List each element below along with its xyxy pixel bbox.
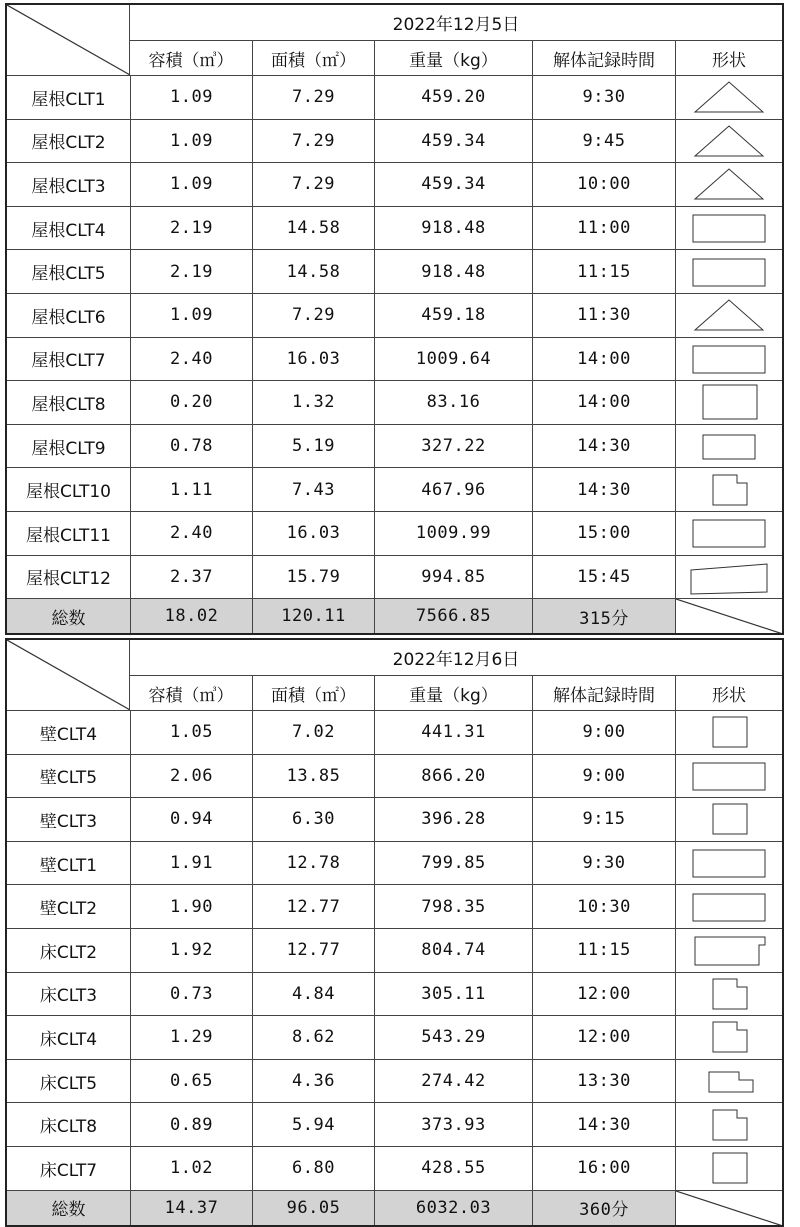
column-header-volume: 容積（㎥）	[148, 685, 234, 706]
wide-rectangle-icon	[675, 207, 782, 250]
panel-name: 屋根CLT2	[31, 133, 106, 154]
area-value: 7.29	[252, 76, 374, 119]
total-label: 総数	[51, 1200, 86, 1221]
total-area: 96.05	[252, 1191, 374, 1225]
disassembly-table-dec5	[5, 3, 784, 635]
total-shape-diagonal	[675, 1191, 782, 1225]
volume-value: 2.19	[130, 250, 252, 293]
volume-value: 2.40	[130, 338, 252, 381]
panel-name: 屋根CLT7	[31, 351, 106, 372]
panel-name: 壁CLT4	[39, 724, 98, 745]
weight-value: 866.20	[374, 755, 532, 798]
panel-name: 屋根CLT10	[25, 482, 112, 503]
table-row	[7, 928, 782, 972]
square-icon	[675, 1147, 782, 1190]
notched-square-icon	[675, 1103, 782, 1146]
panel-name: 屋根CLT11	[25, 525, 112, 546]
weight-value: 459.18	[374, 294, 532, 337]
time-value: 11:30	[532, 294, 675, 337]
time-value: 16:00	[532, 1147, 675, 1190]
area-value: 7.02	[252, 711, 374, 754]
time-value: 11:00	[532, 207, 675, 250]
area-value: 12.78	[252, 842, 374, 885]
time-value: 14:30	[532, 1103, 675, 1146]
weight-value: 918.48	[374, 250, 532, 293]
total-row	[7, 598, 782, 633]
wide-rectangle-icon	[675, 885, 782, 928]
area-value: 5.19	[252, 425, 374, 468]
weight-value: 467.96	[374, 468, 532, 511]
volume-value: 1.90	[130, 885, 252, 928]
area-value: 6.30	[252, 798, 374, 841]
disassembly-table-dec6	[5, 638, 784, 1227]
weight-value: 459.34	[374, 163, 532, 206]
area-value: 7.29	[252, 294, 374, 337]
table-row	[7, 162, 782, 206]
table-row	[7, 424, 782, 468]
panel-name: 床CLT3	[39, 986, 98, 1007]
panel-name: 屋根CLT1	[31, 89, 106, 110]
time-value: 9:30	[532, 76, 675, 119]
volume-value: 2.19	[130, 207, 252, 250]
small-rectangle-icon	[675, 425, 782, 468]
wide-rectangle-icon	[675, 842, 782, 885]
column-header-area: 面積（㎡）	[252, 676, 374, 710]
volume-value: 1.91	[130, 842, 252, 885]
volume-value: 2.40	[130, 512, 252, 555]
notched-wide-rectangle-icon	[675, 929, 782, 972]
time-value: 14:30	[532, 425, 675, 468]
time-value: 15:00	[532, 512, 675, 555]
panel-name: 屋根CLT5	[31, 264, 106, 285]
area-value: 7.43	[252, 468, 374, 511]
weight-value: 799.85	[374, 842, 532, 885]
column-header-shape: 形状	[675, 676, 782, 710]
column-header-area: 面積（㎡）	[252, 41, 374, 75]
time-value: 12:00	[532, 973, 675, 1016]
notched-strip-icon	[675, 1060, 782, 1103]
weight-value: 428.55	[374, 1147, 532, 1190]
square-icon	[675, 798, 782, 841]
table-row	[7, 710, 782, 754]
area-value: 14.58	[252, 207, 374, 250]
header-corner-diagonal	[7, 640, 130, 710]
total-shape-diagonal	[675, 599, 782, 633]
volume-value: 2.06	[130, 755, 252, 798]
area-value: 7.29	[252, 163, 374, 206]
volume-value: 1.11	[130, 468, 252, 511]
weight-value: 798.35	[374, 885, 532, 928]
table-row	[7, 972, 782, 1016]
volume-value: 1.05	[130, 711, 252, 754]
wide-rectangle-icon	[675, 338, 782, 381]
column-header-time: 解体記録時間	[532, 676, 675, 710]
table-row	[7, 337, 782, 381]
panel-name: 屋根CLT9	[31, 438, 106, 459]
wide-rectangle-icon	[675, 755, 782, 798]
volume-value: 0.73	[130, 973, 252, 1016]
weight-value: 459.20	[374, 76, 532, 119]
table-date: 2022年12月5日	[392, 15, 520, 35]
volume-value: 1.02	[130, 1147, 252, 1190]
table-row	[7, 467, 782, 511]
weight-value: 83.16	[374, 381, 532, 424]
time-value: 9:30	[532, 842, 675, 885]
panel-name: 床CLT7	[39, 1160, 98, 1181]
time-value: 12:00	[532, 1016, 675, 1059]
volume-value: 2.37	[130, 556, 252, 599]
weight-value: 305.11	[374, 973, 532, 1016]
area-value: 12.77	[252, 885, 374, 928]
table-row	[7, 1059, 782, 1103]
triangle-icon	[675, 76, 782, 119]
volume-value: 0.94	[130, 798, 252, 841]
table-row	[7, 1146, 782, 1190]
time-value: 9:15	[532, 798, 675, 841]
area-value: 7.29	[252, 120, 374, 163]
total-volume: 18.02	[130, 599, 252, 633]
square-icon	[675, 711, 782, 754]
column-header-time: 解体記録時間	[532, 41, 675, 75]
volume-value: 1.92	[130, 929, 252, 972]
panel-name: 床CLT2	[39, 942, 98, 963]
weight-value: 459.34	[374, 120, 532, 163]
panel-name: 屋根CLT3	[31, 176, 106, 197]
volume-value: 1.09	[130, 294, 252, 337]
panel-name: 壁CLT1	[39, 855, 98, 876]
table-row	[7, 555, 782, 599]
table-row	[7, 511, 782, 555]
total-volume: 14.37	[130, 1191, 252, 1225]
weight-value: 543.29	[374, 1016, 532, 1059]
table-row	[7, 1015, 782, 1059]
area-value: 12.77	[252, 929, 374, 972]
triangle-icon	[675, 294, 782, 337]
area-value: 15.79	[252, 556, 374, 599]
volume-value: 0.89	[130, 1103, 252, 1146]
column-header-shape: 形状	[675, 41, 782, 75]
total-row	[7, 1190, 782, 1225]
area-value: 1.32	[252, 381, 374, 424]
table-row	[7, 1102, 782, 1146]
weight-value: 441.31	[374, 711, 532, 754]
rectangle-icon	[675, 381, 782, 424]
time-value: 9:00	[532, 711, 675, 754]
header-corner-diagonal	[7, 5, 130, 75]
table-row	[7, 293, 782, 337]
panel-name: 床CLT8	[39, 1117, 98, 1138]
time-value: 9:00	[532, 755, 675, 798]
notched-square-icon	[675, 973, 782, 1016]
table-row	[7, 75, 782, 119]
table-row	[7, 206, 782, 250]
triangle-icon	[675, 163, 782, 206]
panel-name: 壁CLT2	[39, 899, 98, 920]
area-value: 13.85	[252, 755, 374, 798]
time-value: 14:00	[532, 338, 675, 381]
notched-square-icon	[675, 1016, 782, 1059]
skewed-rectangle-icon	[675, 556, 782, 599]
triangle-icon	[675, 120, 782, 163]
volume-value: 1.29	[130, 1016, 252, 1059]
volume-value: 0.20	[130, 381, 252, 424]
table-date: 2022年12月6日	[392, 650, 520, 670]
table-row	[7, 754, 782, 798]
total-area: 120.11	[252, 599, 374, 633]
weight-value: 327.22	[374, 425, 532, 468]
total-weight: 7566.85	[374, 599, 532, 633]
table-row	[7, 884, 782, 928]
panel-name: 屋根CLT8	[31, 394, 106, 415]
total-weight: 6032.03	[374, 1191, 532, 1225]
panel-name: 屋根CLT6	[31, 307, 106, 328]
panel-name: 床CLT4	[39, 1029, 98, 1050]
weight-value: 274.42	[374, 1060, 532, 1103]
area-value: 5.94	[252, 1103, 374, 1146]
area-value: 8.62	[252, 1016, 374, 1059]
wide-rectangle-icon	[675, 250, 782, 293]
area-value: 16.03	[252, 338, 374, 381]
weight-value: 396.28	[374, 798, 532, 841]
table-row	[7, 249, 782, 293]
area-value: 6.80	[252, 1147, 374, 1190]
time-value: 9:45	[532, 120, 675, 163]
time-value: 15:45	[532, 556, 675, 599]
volume-value: 1.09	[130, 163, 252, 206]
volume-value: 0.78	[130, 425, 252, 468]
weight-value: 373.93	[374, 1103, 532, 1146]
column-header-weight: 重量（kg）	[374, 676, 532, 710]
volume-value: 1.09	[130, 76, 252, 119]
wide-rectangle-icon	[675, 512, 782, 555]
total-label: 総数	[51, 608, 86, 629]
column-header-weight: 重量（kg）	[374, 41, 532, 75]
area-value: 16.03	[252, 512, 374, 555]
panel-name: 壁CLT3	[39, 811, 98, 832]
weight-value: 918.48	[374, 207, 532, 250]
panel-name: 屋根CLT4	[31, 220, 106, 241]
time-value: 13:30	[532, 1060, 675, 1103]
volume-value: 1.09	[130, 120, 252, 163]
area-value: 4.36	[252, 1060, 374, 1103]
weight-value: 994.85	[374, 556, 532, 599]
panel-name: 壁CLT5	[39, 768, 98, 789]
weight-value: 1009.99	[374, 512, 532, 555]
panel-name: 床CLT5	[39, 1073, 98, 1094]
time-value: 10:00	[532, 163, 675, 206]
volume-value: 0.65	[130, 1060, 252, 1103]
total-time: 360分	[532, 1191, 675, 1225]
column-header-volume: 容積（㎥）	[148, 50, 234, 71]
time-value: 11:15	[532, 250, 675, 293]
table-row	[7, 841, 782, 885]
table-row	[7, 380, 782, 424]
panel-name: 屋根CLT12	[25, 569, 112, 590]
weight-value: 1009.64	[374, 338, 532, 381]
table-row	[7, 119, 782, 163]
total-time: 315分	[532, 599, 675, 633]
area-value: 14.58	[252, 250, 374, 293]
table-row	[7, 797, 782, 841]
time-value: 11:15	[532, 929, 675, 972]
time-value: 14:00	[532, 381, 675, 424]
weight-value: 804.74	[374, 929, 532, 972]
notched-square-icon	[675, 468, 782, 511]
area-value: 4.84	[252, 973, 374, 1016]
time-value: 14:30	[532, 468, 675, 511]
time-value: 10:30	[532, 885, 675, 928]
